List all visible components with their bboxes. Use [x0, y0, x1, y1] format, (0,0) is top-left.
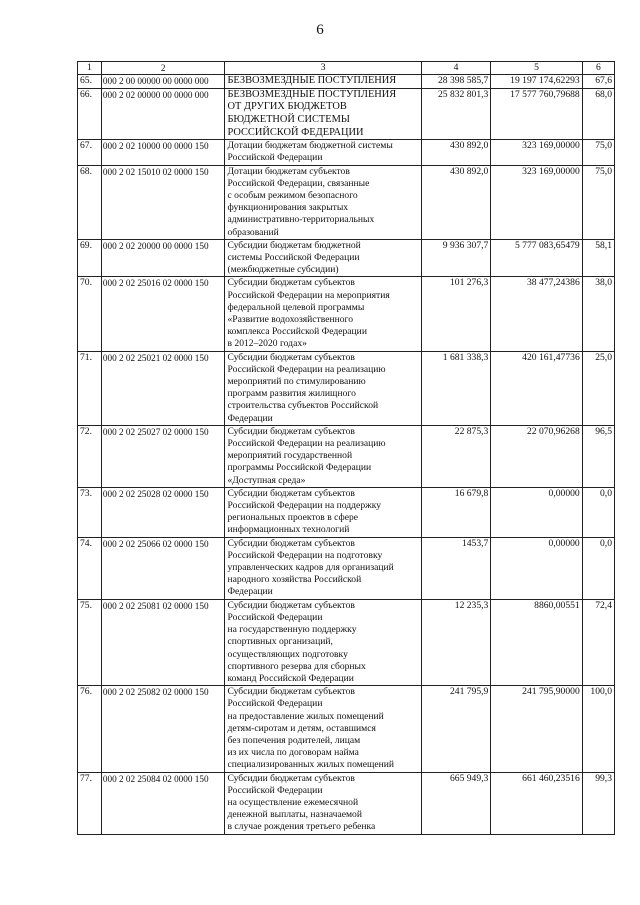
- table-row: [78, 686, 615, 772]
- approved-amount-cell: 241 795,9: [421, 686, 491, 772]
- budget-code-cell: 000 2 02 15010 02 0000 150: [101, 165, 225, 239]
- column-header-6: 6: [582, 62, 614, 75]
- revenue-name-cell: Субсидии бюджетам субъектов Российской Федерации на предоставление жилых помещений детям-сиротам и детям, оставшимся без попечения родителей, лицам из их числа по договорам найма специализированных жилых помещений: [225, 686, 421, 772]
- executed-amount-cell: 5 777 083,65479: [491, 239, 582, 277]
- column-header-3: 3: [225, 62, 421, 75]
- approved-amount-cell: 430 892,0: [421, 140, 491, 165]
- table-row: [78, 165, 615, 239]
- revenue-name-cell: Субсидии бюджетам субъектов Российской Федерации на осуществление ежемесячной денежной выплаты, назначаемой в случае рождения третьего ребенка: [225, 772, 421, 834]
- revenue-name-cell: Субсидии бюджетам субъектов Российской Федерации на реализацию мероприятий государственной программы Российской Федерации «Доступная среда»: [225, 425, 421, 487]
- column-header-5: 5: [491, 62, 582, 75]
- approved-amount-cell: 1453,7: [421, 537, 491, 599]
- executed-amount-cell: 661 460,23516: [491, 772, 582, 834]
- table-row: [78, 75, 615, 89]
- table-row: [78, 487, 615, 537]
- executed-amount-cell: 38 477,24386: [491, 277, 582, 351]
- execution-percent-cell: 25,0: [582, 351, 614, 425]
- execution-percent-cell: 0,0: [582, 537, 614, 599]
- execution-percent-cell: 100,0: [582, 686, 614, 772]
- execution-percent-cell: 68,0: [582, 88, 614, 139]
- approved-amount-cell: 22 875,3: [421, 425, 491, 487]
- table-row: [78, 425, 615, 487]
- revenue-name-cell: БЕЗВОЗМЕЗДНЫЕ ПОСТУПЛЕНИЯ ОТ ДРУГИХ БЮДЖЕТОВ БЮДЖЕТНОЙ СИСТЕМЫ РОССИЙСКОЙ ФЕДЕРАЦИИ: [225, 88, 421, 139]
- row-number-cell: 73.: [78, 487, 102, 537]
- revenue-name-cell: Субсидии бюджетам субъектов Российской Федерации на подготовку управленческих кадров для организаций народного хозяйства Российской Федерации: [225, 537, 421, 599]
- execution-percent-cell: 99,3: [582, 772, 614, 834]
- revenue-name-cell: Субсидии бюджетам субъектов Российской Федерации на реализацию мероприятий по стимулированию программ развития жилищного строительства субъектов Российской Федерации: [225, 351, 421, 425]
- approved-amount-cell: 16 679,8: [421, 487, 491, 537]
- revenue-name-cell: Субсидии бюджетам субъектов Российской Федерации на поддержку региональных проектов в сфере информационных технологий: [225, 487, 421, 537]
- approved-amount-cell: 430 892,0: [421, 165, 491, 239]
- table-row: [78, 277, 615, 351]
- revenue-name-cell: Дотации бюджетам субъектов Российской Федерации, связанные с особым режимом безопасного функционирования закрытых административно-территориальных образований: [225, 165, 421, 239]
- row-number-cell: 67.: [78, 140, 102, 165]
- approved-amount-cell: 28 398 585,7: [421, 75, 491, 89]
- approved-amount-cell: 9 936 307,7: [421, 239, 491, 277]
- budget-code-cell: 000 2 02 20000 00 0000 150: [101, 239, 225, 277]
- budget-code-cell: 000 2 00 00000 00 0000 000: [101, 75, 225, 89]
- budget-code-cell: 000 2 02 25084 02 0000 150: [101, 772, 225, 834]
- executed-amount-cell: 0,00000: [491, 537, 582, 599]
- execution-percent-cell: 0,0: [582, 487, 614, 537]
- revenue-name-cell: БЕЗВОЗМЕЗДНЫЕ ПОСТУПЛЕНИЯ: [225, 75, 421, 89]
- executed-amount-cell: 22 070,96268: [491, 425, 582, 487]
- row-number-cell: 75.: [78, 599, 102, 685]
- execution-percent-cell: 38,0: [582, 277, 614, 351]
- budget-code-cell: 000 2 02 25066 02 0000 150: [101, 537, 225, 599]
- executed-amount-cell: 8860,00551: [491, 599, 582, 685]
- row-number-cell: 68.: [78, 165, 102, 239]
- budget-code-cell: 000 2 02 25028 02 0000 150: [101, 487, 225, 537]
- row-number-cell: 76.: [78, 686, 102, 772]
- row-number-cell: 71.: [78, 351, 102, 425]
- table-row: [78, 599, 615, 685]
- row-number-cell: 77.: [78, 772, 102, 834]
- approved-amount-cell: 101 276,3: [421, 277, 491, 351]
- execution-percent-cell: 96,5: [582, 425, 614, 487]
- execution-percent-cell: 72,4: [582, 599, 614, 685]
- revenue-name-cell: Субсидии бюджетам бюджетной системы Российской Федерации (межбюджетные субсидии): [225, 239, 421, 277]
- approved-amount-cell: 665 949,3: [421, 772, 491, 834]
- executed-amount-cell: 0,00000: [491, 487, 582, 537]
- column-header-4: 4: [421, 62, 491, 75]
- row-number-cell: 72.: [78, 425, 102, 487]
- table-row: [78, 537, 615, 599]
- column-header-1: 1: [78, 62, 102, 75]
- budget-code-cell: 000 2 02 10000 00 0000 150: [101, 140, 225, 165]
- table-row: [78, 351, 615, 425]
- budget-code-cell: 000 2 02 25027 02 0000 150: [101, 425, 225, 487]
- row-number-cell: 74.: [78, 537, 102, 599]
- budget-code-cell: 000 2 02 25021 02 0000 150: [101, 351, 225, 425]
- table-row: [78, 772, 615, 834]
- budget-code-cell: 000 2 02 00000 00 0000 000: [101, 88, 225, 139]
- executed-amount-cell: 323 169,00000: [491, 165, 582, 239]
- execution-percent-cell: 75,0: [582, 165, 614, 239]
- page-number: 6: [316, 22, 324, 38]
- execution-percent-cell: 58,1: [582, 239, 614, 277]
- execution-percent-cell: 75,0: [582, 140, 614, 165]
- column-header-2: 2: [101, 62, 225, 75]
- budget-code-cell: 000 2 02 25082 02 0000 150: [101, 686, 225, 772]
- budget-code-cell: 000 2 02 25081 02 0000 150: [101, 599, 225, 685]
- row-number-cell: 70.: [78, 277, 102, 351]
- table-row: [78, 239, 615, 277]
- executed-amount-cell: 19 197 174,62293: [491, 75, 582, 89]
- approved-amount-cell: 12 235,3: [421, 599, 491, 685]
- executed-amount-cell: 17 577 760,79688: [491, 88, 582, 139]
- table-row: [78, 140, 615, 165]
- approved-amount-cell: 25 832 801,3: [421, 88, 491, 139]
- executed-amount-cell: 323 169,00000: [491, 140, 582, 165]
- executed-amount-cell: 241 795,90000: [491, 686, 582, 772]
- budget-revenue-table: [77, 61, 615, 835]
- table-header-row: [78, 62, 615, 75]
- table-row: [78, 88, 615, 139]
- revenue-name-cell: Дотации бюджетам бюджетной системы Российской Федерации: [225, 140, 421, 165]
- executed-amount-cell: 420 161,47736: [491, 351, 582, 425]
- execution-percent-cell: 67,6: [582, 75, 614, 89]
- row-number-cell: 69.: [78, 239, 102, 277]
- revenue-name-cell: Субсидии бюджетам субъектов Российской Федерации на государственную поддержку спортивных организаций, осуществляющих подготовку спортивного резерва для сборных команд Российской Федерации: [225, 599, 421, 685]
- approved-amount-cell: 1 681 338,3: [421, 351, 491, 425]
- row-number-cell: 65.: [78, 75, 102, 89]
- revenue-name-cell: Субсидии бюджетам субъектов Российской Федерации на мероприятия федеральной целевой программы «Развитие водохозяйственного комплекса Российской Федерации в 2012–2020 годах»: [225, 277, 421, 351]
- budget-code-cell: 000 2 02 25016 02 0000 150: [101, 277, 225, 351]
- row-number-cell: 66.: [78, 88, 102, 139]
